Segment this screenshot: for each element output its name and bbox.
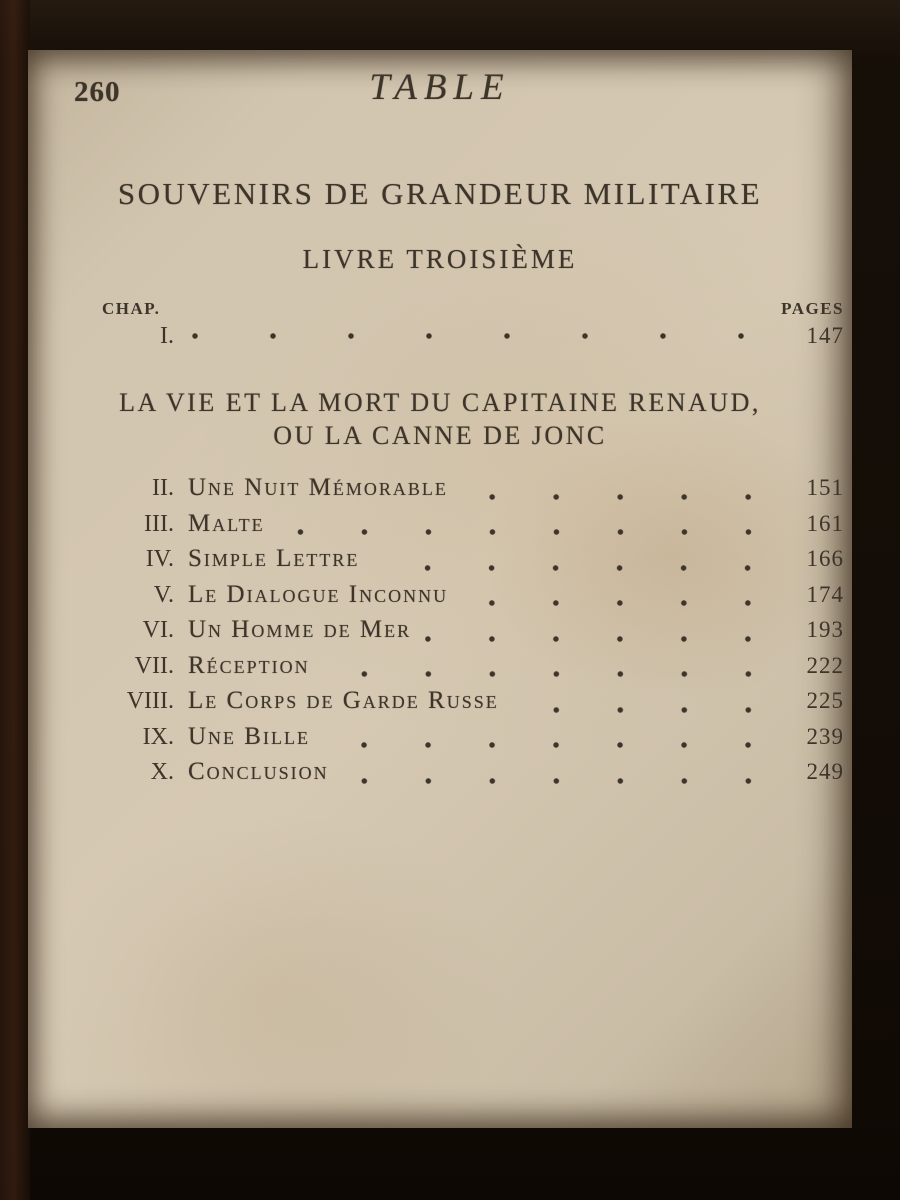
- dot-leader: [373, 562, 780, 574]
- chapter-title: Malte: [188, 509, 265, 537]
- chapter-numeral: IX.: [142, 723, 174, 750]
- toc-row-chapter-1: [28, 323, 852, 350]
- page-content: [28, 50, 852, 1128]
- toc-row: [98, 758, 844, 794]
- chapter-numeral: II.: [152, 475, 174, 501]
- dot-leader: [324, 668, 780, 680]
- chapter-title: Une Nuit Mémorable: [188, 474, 448, 501]
- page-number: 249: [806, 759, 844, 784]
- part-title: SOUVENIRS DE GRANDEUR MILITAIRE: [117, 176, 763, 211]
- folio-number: 260: [74, 76, 121, 108]
- section-heading: [28, 386, 852, 452]
- toc-row: [98, 545, 844, 581]
- dot-leader: [513, 704, 780, 716]
- chapter-numeral: VIII.: [126, 688, 174, 714]
- toc-row: [98, 687, 844, 723]
- chapter-numeral: IV.: [145, 546, 174, 572]
- page-number: 225: [806, 688, 844, 713]
- column-labels: [28, 299, 852, 319]
- toc-row: [98, 652, 844, 688]
- page-header: [28, 62, 852, 120]
- chapter-title: Conclusion: [188, 758, 329, 785]
- toc-row: [98, 510, 844, 546]
- page-number: 222: [806, 652, 844, 678]
- pages-column-label: PAGES: [781, 299, 844, 318]
- book-heading: LIVRE TROISIÈME: [302, 244, 578, 274]
- toc-row: [98, 616, 844, 652]
- chapter-numeral: X.: [150, 759, 174, 785]
- chapter-title: Le Dialogue Inconnu: [188, 580, 449, 608]
- section-heading-line-2: OU LA CANNE DE JONC: [273, 421, 607, 450]
- page-number: 193: [806, 617, 844, 642]
- page-number: 151: [806, 475, 844, 500]
- chapter-title: Une Bille: [188, 722, 310, 750]
- dot-leader: [343, 775, 780, 787]
- chapter-numeral: III.: [144, 510, 174, 537]
- dot-leader: [462, 597, 780, 609]
- chapter-numeral: VII.: [134, 652, 174, 679]
- page-number: 174: [806, 581, 844, 607]
- dot-leader: [462, 491, 780, 503]
- chapter-title: Un Homme de Mer: [188, 616, 412, 643]
- page-number: 166: [806, 546, 844, 571]
- page-number: 161: [806, 510, 844, 536]
- page-number: 147: [806, 323, 844, 348]
- book-page: [28, 50, 852, 1128]
- dot-leader: [425, 633, 780, 645]
- toc-row: [98, 581, 844, 617]
- section-heading-line-1: LA VIE ET LA MORT DU CAPITAINE RENAUD,: [119, 388, 761, 417]
- dot-leader: [188, 330, 780, 342]
- chapter-numeral: VI.: [142, 617, 174, 643]
- page-number: 239: [806, 723, 844, 749]
- chapter-numeral: I.: [160, 323, 174, 349]
- table-of-contents: [28, 474, 852, 794]
- dot-leader: [279, 526, 780, 538]
- chapter-title: Réception: [188, 651, 310, 679]
- chapter-numeral: V.: [153, 581, 174, 608]
- dot-leader: [324, 739, 780, 751]
- toc-row: [98, 474, 844, 510]
- chapter-title: Simple Lettre: [188, 545, 360, 572]
- chapter-column-label: CHAP.: [102, 299, 161, 318]
- running-title: TABLE: [369, 67, 511, 108]
- chapter-title: Le Corps de Garde Russe: [188, 687, 499, 714]
- toc-row: [98, 723, 844, 759]
